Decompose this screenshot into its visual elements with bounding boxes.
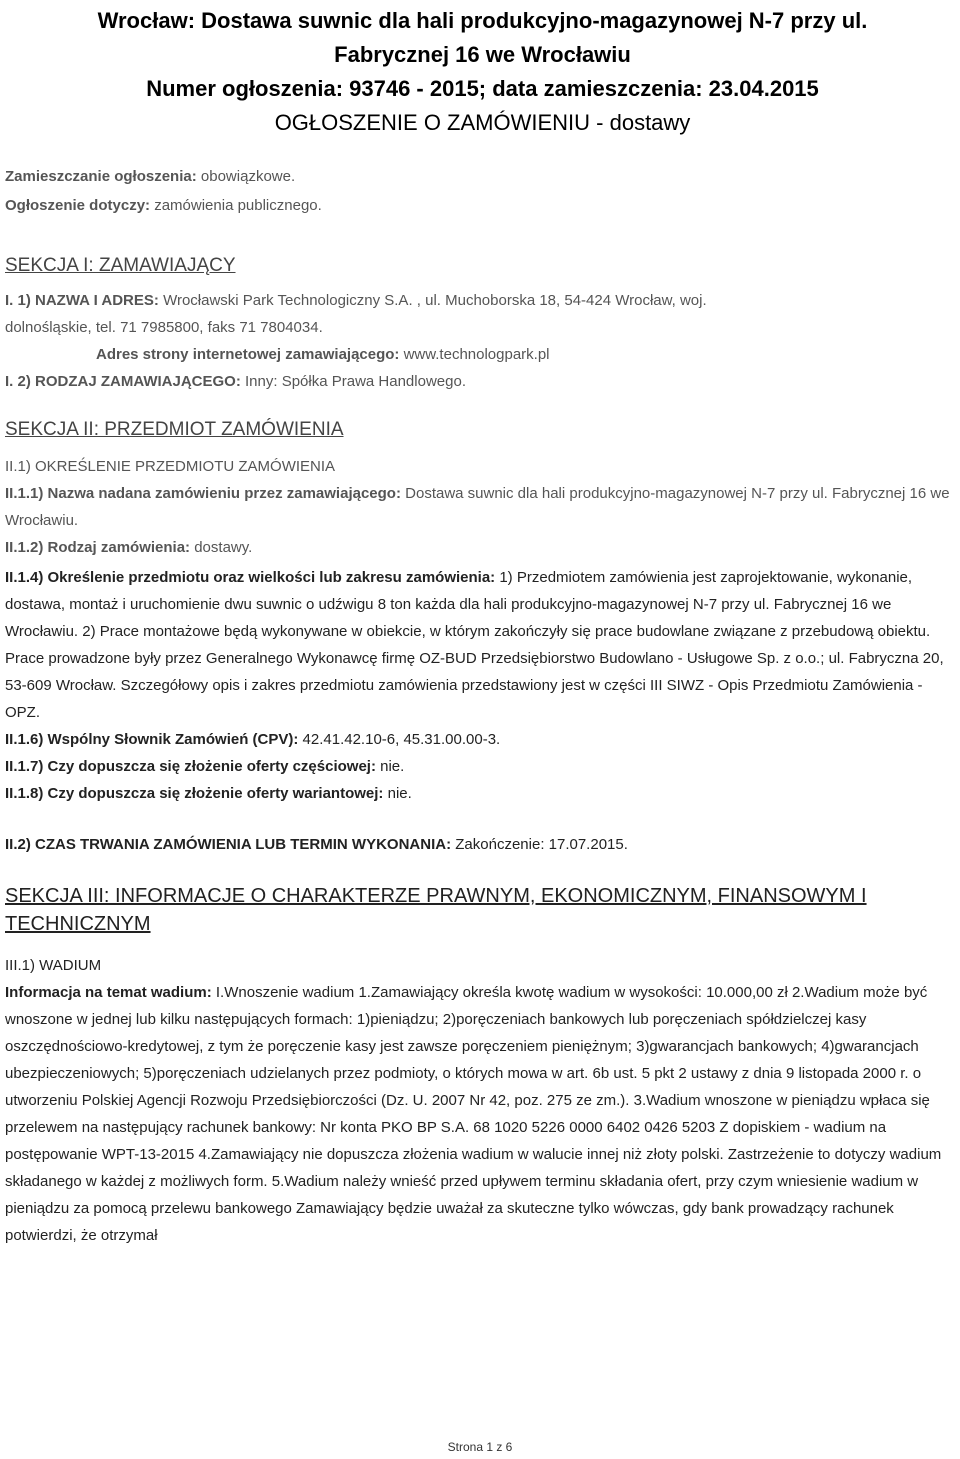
- item-II-1-6: [5, 726, 955, 753]
- website-link[interactable]: www.technologpark.pl: [403, 346, 550, 363]
- item-II-1-4-label: II.1.4) Określenie przedmiotu oraz wielkości lub zakresu zamówienia:: [5, 569, 496, 586]
- section-2-heading: SEKCJA II: PRZEDMIOT ZAMÓWIENIA: [5, 419, 344, 440]
- section-2-sub1: II.1) OKREŚLENIE PRZEDMIOTU ZAMÓWIENIA: [5, 458, 336, 475]
- item-II-1-1-value: Dostawa suwnic dla hali produkcyjno-magazynowej N-7 przy ul. Fabrycznej 16 we Wrocławiu.: [5, 485, 950, 529]
- website-label: Adres strony internetowej zamawiającego:: [96, 346, 400, 363]
- placing-label: Zamieszczanie ogłoszenia:: [5, 168, 197, 185]
- item-II-1-2-label: II.1.2) Rodzaj zamówienia:: [5, 539, 191, 556]
- item-II-1-7-value: nie.: [380, 758, 405, 775]
- item-II-1-1-label: II.1.1) Nazwa nadana zamówieniu przez zamawiającego:: [5, 485, 401, 502]
- concerns-label: Ogłoszenie dotyczy:: [5, 197, 151, 214]
- title-line-4: OGŁOSZENIE O ZAMÓWIENIU - dostawy: [274, 110, 691, 135]
- name-address-value-2: dolnośląskie, tel. 71 7985800, faks 71 7804034.: [5, 319, 323, 336]
- item-II-1-7: [5, 753, 955, 780]
- item-II-1-6-value: 42.41.42.10-6, 45.31.00.00-3.: [302, 731, 501, 748]
- document-page: [5, 0, 960, 1249]
- section-3-heading: SEKCJA III: INFORMACJE O CHARAKTERZE PRAWNYM, EKONOMICZNYM, FINANSOWYM I TECHNICZNYM: [5, 885, 867, 935]
- document-title: [5, 4, 960, 140]
- item-II-1-4-value: 1) Przedmiotem zamówienia jest zaprojektowanie, wykonanie, dostawa, montaż i uruchomienie dwu suwnic o udźwigu 8 ton każda dla hali produkcyjno-magazynowej N-7 przy ul. Fabrycznej 16 we Wrocławiu. 2) Prace montażowe będą wykonywane w obiekcie, w którym zakończyły się prace budowlane związane z przebudową obiektu. Prace prowadzone były przez Generalnego Wykonawcę firmę OZ-BUD Przedsiębiorstwo Budowlano - Usługowe Sp. z o.o.; ul. Fabryczna 20, 53-609 Wrocław. Szczegółowy opis i zakres przedmiotu zamówienia przedstawiony jest w części III SIWZ - Opis Przedmiotu Zamówienia - OPZ.: [5, 569, 944, 721]
- item-II-2: [5, 831, 955, 858]
- deposit-info: [5, 979, 955, 1249]
- item-II-2-label: II.2) CZAS TRWANIA ZAMÓWIENIA LUB TERMIN WYKONANIA:: [5, 836, 452, 853]
- contracting-authority-name: [5, 287, 955, 341]
- deposit-info-value: I.Wnoszenie wadium 1.Zamawiający określa kwotę wadium w wysokości: 10.000,00 zł 2.Wadium może być wnoszone w jednej lub kilku następujących formach: 1)pieniądzu; 2)poręczeniach bankowych lub poręczeniach spółdzielczej kasy oszczędnościowo-kredytowej, z tym że poręczenie kasy jest zawsze poręczeniem pieniężnym; 3)gwarancjach bankowych; 4)gwarancjach ubezpieczeniowych; 5)poręczeniach udzielanych przez podmioty, o których mowa w art. 6b ust. 5 pkt 2 ustawy z dnia 9 listopada 2000 r. o utworzeniu Polskiej Agencji Rozwoju Przedsiębiorczości (Dz. U. 2007 Nr 42, poz. 275 ze zm.). 3.Wadium wnoszone w pieniądzu wpłaca się przelewem na następujący rachunek bankowy: Nr konta PKO BP S.A. 68 1020 5226 0000 6402 0426 5203 Z dopiskiem - wadium na postępowanie WPT-13-2015 4.Zamawiający nie dopuszcza złożenia wadium w walucie innej niż złoty polski. Zastrzeżenie to dotyczy wadium składanego w każdej z możliwych form. 5.Wadium należy wnieść przed upływem terminu składania ofert, przy czym wniesienie wadium w pieniądzu za pomocą przelewu bankowego Zamawiający będzie uważał za skuteczne tylko wówczas, gdy bank prowadzący rachunek potwierdzi, że otrzymał: [5, 984, 942, 1244]
- website-line: [5, 341, 960, 368]
- item-II-1-7-label: II.1.7) Czy dopuszcza się złożenie oferty częściowej:: [5, 758, 376, 775]
- item-II-1-8-label: II.1.8) Czy dopuszcza się złożenie oferty wariantowej:: [5, 785, 384, 802]
- name-address-value-1: Wrocławski Park Technologiczny S.A. , ul. Muchoborska 18, 54-424 Wrocław, woj.: [163, 292, 707, 309]
- page-number: Strona 1 z 6: [447, 1440, 513, 1454]
- authority-type: [5, 368, 955, 395]
- notice-meta: [5, 162, 960, 220]
- item-II-1-2: [5, 534, 955, 561]
- authority-type-value: Inny: Spółka Prawa Handlowego.: [245, 373, 466, 390]
- item-II-1-8-value: nie.: [387, 785, 412, 802]
- title-line-3: Numer ogłoszenia: 93746 - 2015; data zamieszczenia: 23.04.2015: [146, 76, 819, 101]
- title-line-2: Fabrycznej 16 we Wrocławiu: [334, 42, 631, 67]
- authority-type-label: I. 2) RODZAJ ZAMAWIAJĄCEGO:: [5, 373, 241, 390]
- title-line-1: Wrocław: Dostawa suwnic dla hali produkcyjno-magazynowej N-7 przy ul.: [97, 8, 868, 33]
- section-3-sub1: III.1) WADIUM: [5, 957, 102, 974]
- item-II-1-6-label: II.1.6) Wspólny Słownik Zamówień (CPV):: [5, 731, 299, 748]
- section-1-heading: SEKCJA I: ZAMAWIAJĄCY: [5, 255, 236, 276]
- item-II-1-8: [5, 780, 955, 807]
- item-II-1-1: [5, 480, 955, 534]
- item-II-1-2-value: dostawy.: [194, 539, 253, 556]
- name-address-label: I. 1) NAZWA I ADRES:: [5, 292, 159, 309]
- placing-value: obowiązkowe.: [200, 168, 296, 185]
- concerns-value: zamówienia publicznego.: [154, 197, 322, 214]
- spacer: [5, 807, 960, 831]
- deposit-info-label: Informacja na temat wadium:: [5, 984, 212, 1001]
- item-II-1-4: [5, 564, 955, 726]
- item-II-2-value: Zakończenie: 17.07.2015.: [455, 836, 628, 853]
